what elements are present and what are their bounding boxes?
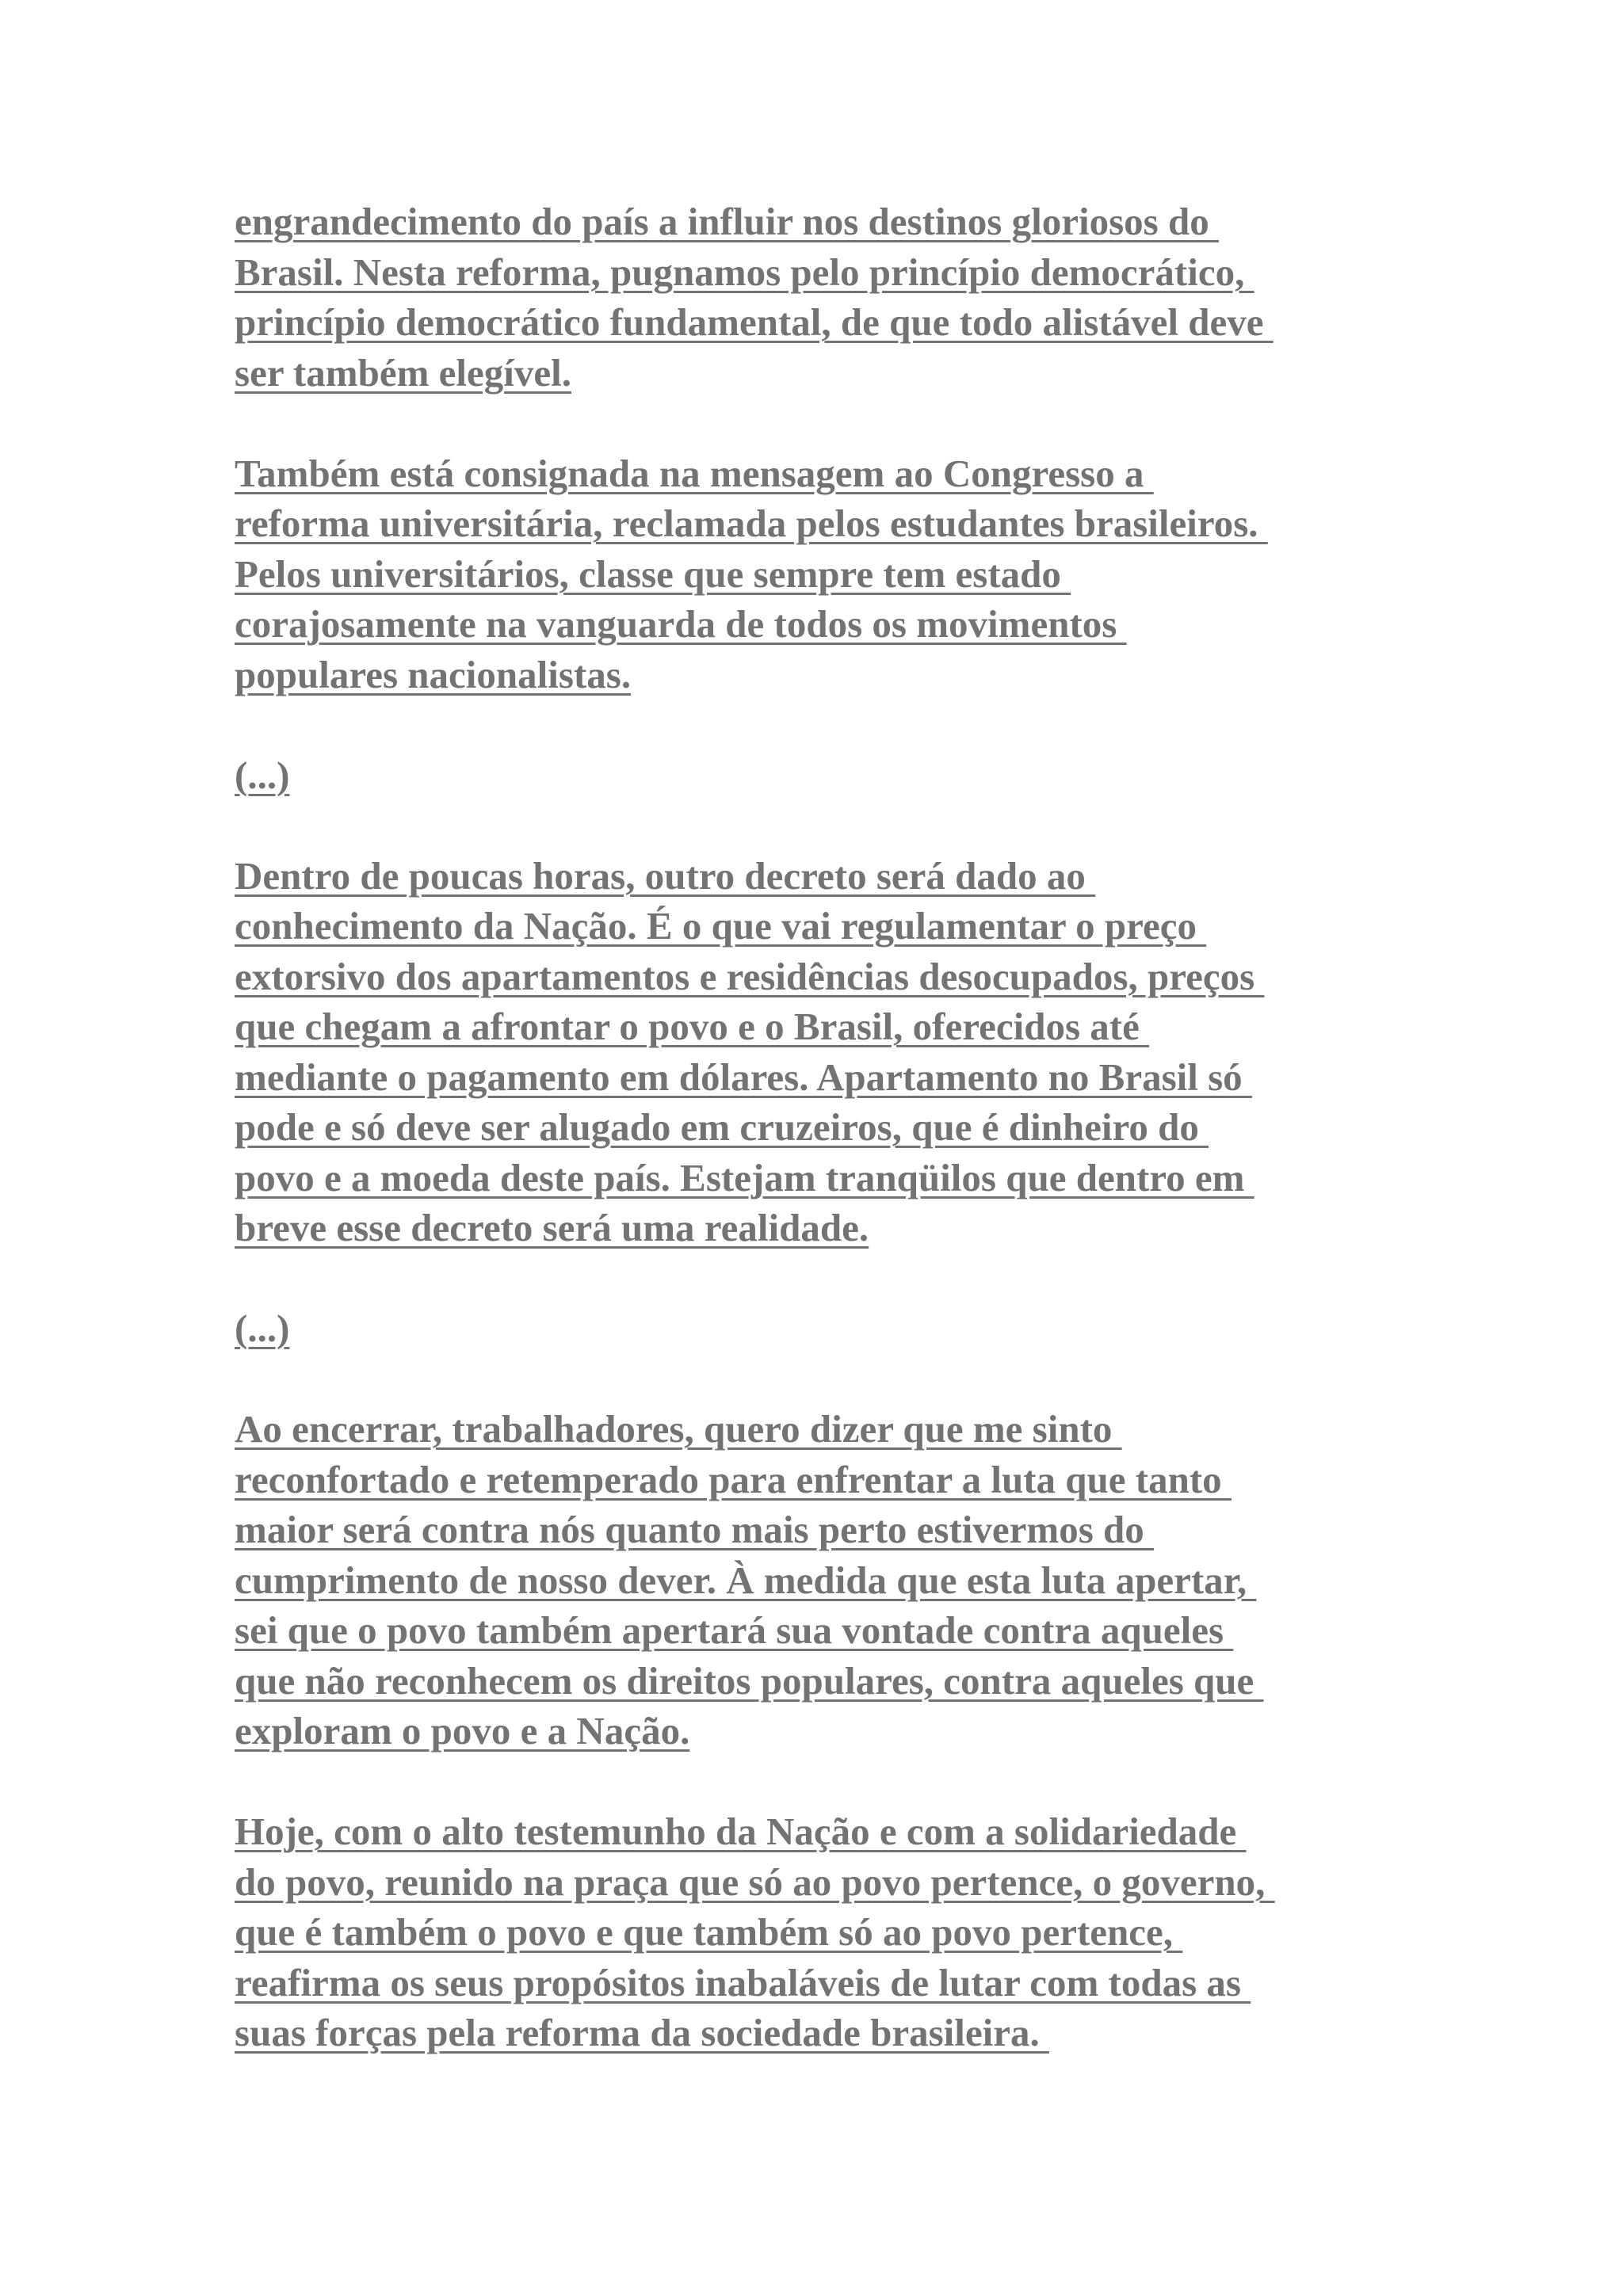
text-line: ser também elegível. <box>235 350 571 395</box>
text-line: Ao encerrar, trabalhadores, quero dizer que me sinto <box>235 1407 1122 1451</box>
text-line: Também está consignada na mensagem ao Congresso a <box>235 451 1154 495</box>
text-line: que não reconhecem os direitos populares, contra aqueles que <box>235 1658 1264 1703</box>
text-line: (...) <box>235 1306 290 1350</box>
paragraph <box>235 1404 1423 1756</box>
document-body <box>235 196 1423 2108</box>
text-line: Brasil. Nesta reforma, pugnamos pelo princípio democrático, <box>235 250 1254 294</box>
text-line: mediante o pagamento em dólares. Apartamento no Brasil só <box>235 1055 1252 1099</box>
text-line: reafirma os seus propósitos inabaláveis de lutar com todas as <box>235 1960 1251 2004</box>
ellipsis-paragraph <box>235 750 1423 801</box>
text-line: maior será contra nós quanto mais perto estivermos do <box>235 1508 1155 1551</box>
paragraph <box>235 851 1423 1253</box>
paragraph <box>235 196 1423 398</box>
text-line: sei que o povo também apertará sua vontade contra aqueles <box>235 1608 1234 1652</box>
text-line: suas forças pela reforma da sociedade brasileira. <box>235 2011 1049 2054</box>
text-line: que é também o povo e que também só ao povo pertence, <box>235 1910 1183 1954</box>
text-line: povo e a moeda deste país. Estejam tranqüilos que dentro em <box>235 1155 1254 1199</box>
ellipsis-paragraph <box>235 1303 1423 1354</box>
text-line: corajosamente na vanguarda de todos os movimentos <box>235 602 1127 646</box>
text-line: exploram o povo e a Nação. <box>235 1709 690 1753</box>
text-line: engrandecimento do país a influir nos destinos gloriosos do <box>235 200 1219 243</box>
text-line: Hoje, com o alto testemunho da Nação e com a solidariedade <box>235 1810 1247 1853</box>
text-line: conhecimento da Nação. É o que vai regulamentar o preço <box>235 904 1207 948</box>
text-line: Pelos universitários, classe que sempre tem estado <box>235 551 1071 596</box>
text-line: princípio democrático fundamental, de que todo alistável deve <box>235 300 1274 344</box>
text-line: Dentro de poucas horas, outro decreto será dado ao <box>235 853 1096 898</box>
text-line: cumprimento de nosso dever. À medida que esta luta apertar, <box>235 1558 1257 1602</box>
text-line: do povo, reunido na praça que só ao povo pertence, o governo, <box>235 1859 1275 1904</box>
text-line: que chegam a afrontar o povo e o Brasil, oferecidos até <box>235 1005 1150 1048</box>
text-line: (...) <box>235 753 290 797</box>
text-line: reconfortado e retemperado para enfrentar a luta que tanto <box>235 1457 1232 1501</box>
paragraph <box>235 1806 1423 2058</box>
text-line: extorsivo dos apartamentos e residências desocupados, preços <box>235 954 1265 998</box>
text-line: breve esse decreto será uma realidade. <box>235 1206 869 1249</box>
paragraph <box>235 448 1423 700</box>
text-line: populares nacionalistas. <box>235 652 632 696</box>
text-line: pode e só deve ser alugado em cruzeiros, que é dinheiro do <box>235 1105 1209 1149</box>
text-line: reforma universitária, reclamada pelos estudantes brasileiros. <box>235 502 1268 545</box>
